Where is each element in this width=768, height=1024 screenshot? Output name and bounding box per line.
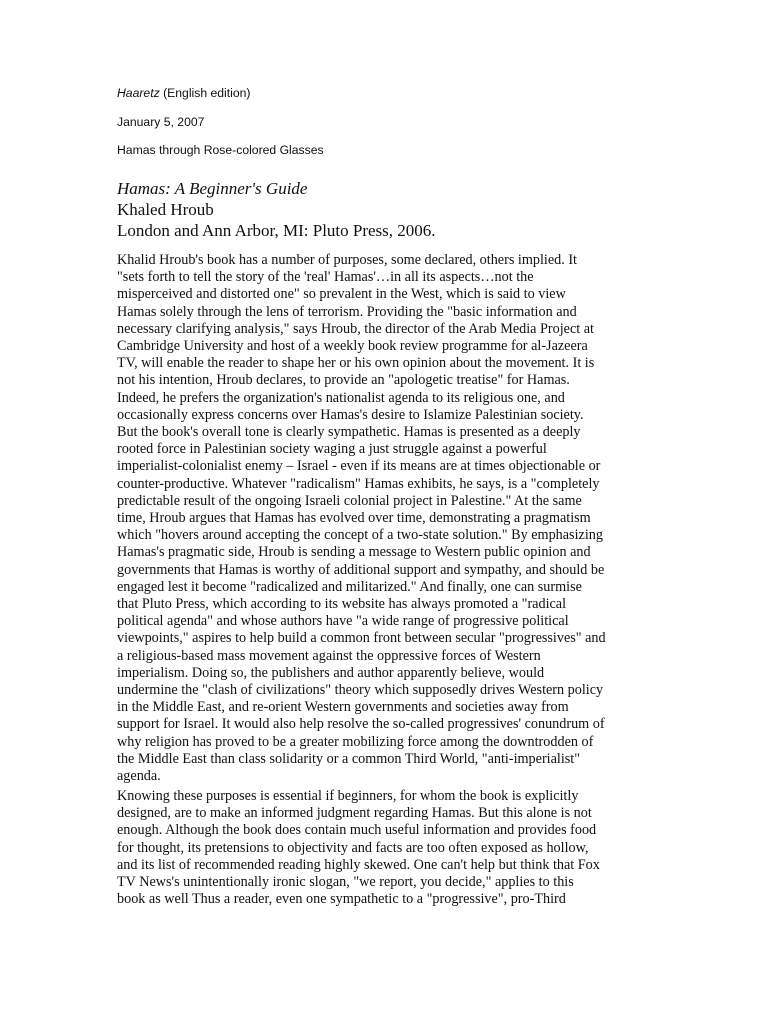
paragraph-line: enough. Although the book does contain much useful information and provides food bbox=[117, 822, 597, 839]
paragraph-line: time, Hroub argues that Hamas has evolved over time, demonstrating a pragmatism bbox=[117, 510, 591, 527]
paragraph-line: which "hovers around accepting the concept of a two-state solution." By emphasizing bbox=[117, 527, 603, 544]
book-author: Khaled Hroub bbox=[117, 200, 214, 219]
paragraph-line: designed, are to make an informed judgment regarding Hamas. But this alone is not bbox=[117, 805, 592, 822]
paragraph-line: occasionally express concerns over Hamas's desire to Islamize Palestinian society. bbox=[117, 406, 584, 423]
paragraph-line: not his intention, Hroub declares, to provide an "apologetic treatise" for Hamas. bbox=[117, 372, 570, 389]
paragraph-line: viewpoints," aspires to help build a common front between secular "progressives" and bbox=[117, 630, 606, 647]
paragraph-line: necessary clarifying analysis," says Hroub, the director of the Arab Media Project at bbox=[117, 320, 594, 337]
paragraph-line: counter-productive. Whatever "radicalism" Hamas exhibits, he says, is a "completely bbox=[117, 475, 600, 492]
paragraph-line: Knowing these purposes is essential if beginners, for whom the book is explicitly bbox=[117, 788, 579, 804]
paragraph-line: imperialism. Doing so, the publishers and author apparently believe, would bbox=[117, 664, 545, 681]
paragraph-line: TV News's unintentionally ironic slogan, "we report, you decide," applies to this bbox=[117, 874, 574, 891]
paragraph-line: "sets forth to tell the story of the 'real' Hamas'…in all its aspects…not the bbox=[117, 269, 534, 286]
paragraph-line: governments that Hamas is worthy of additional support and sympathy, and should be bbox=[117, 561, 605, 578]
edition-note: (English edition) bbox=[163, 86, 251, 100]
paragraph-line: Hamas solely through the lens of terrorism. Providing the "basic information and bbox=[117, 303, 577, 320]
paragraph-line: that Pluto Press, which according to its website has always promoted a "radical bbox=[117, 596, 567, 613]
paragraph-line: Khalid Hroub's book has a number of purposes, some declared, others implied. It bbox=[117, 252, 577, 268]
book-title: Hamas: A Beginner's Guide bbox=[117, 179, 308, 198]
paragraph-line: book as well Thus a reader, even one sympathetic to a "progressive", pro-Third bbox=[117, 891, 566, 908]
paragraph-1 bbox=[117, 252, 657, 785]
paragraph-line: TV, will enable the reader to shape her or his own opinion about the movement. It is bbox=[117, 355, 595, 372]
book-citation bbox=[117, 178, 436, 241]
source-line bbox=[117, 86, 250, 101]
paragraph-line: misperceived and distorted one" so prevalent in the West, which is said to view bbox=[117, 286, 566, 303]
paragraph-line: Hamas's pragmatic side, Hroub is sending a message to Western public opinion and bbox=[117, 544, 591, 561]
paragraph-line: agenda. bbox=[117, 768, 161, 785]
paragraph-line: for thought, its pretensions to objectivity and facts are too often exposed as hollow, bbox=[117, 839, 589, 856]
paragraph-line: undermine the "clash of civilizations" theory which supposedly drives Western policy bbox=[117, 682, 604, 699]
paragraph-line: support for Israel. It would also help resolve the so-called progressives' conundrum of bbox=[117, 716, 605, 733]
paragraph-line: Indeed, he prefers the organization's nationalist agenda to its religious one, and bbox=[117, 389, 565, 406]
paragraph-line: in the Middle East, and re-orient Western governments and societies away from bbox=[117, 699, 569, 716]
paragraph-line: the Middle East than class solidarity or a common Third World, "anti-imperialist" bbox=[117, 750, 581, 767]
paragraph-line: Cambridge University and host of a weekly book review programme for al-Jazeera bbox=[117, 338, 588, 355]
paragraph-line: engaged lest it become "radicalized and militarized." And finally, one can surmise bbox=[117, 578, 582, 595]
book-publisher: London and Ann Arbor, MI: Pluto Press, 2006. bbox=[117, 221, 436, 240]
paragraph-line: rooted force in Palestinian society waging a just struggle against a powerful bbox=[117, 441, 547, 458]
paragraph-line: predictable result of the ongoing Israeli colonial project in Palestine." At the same bbox=[117, 492, 582, 509]
paragraph-line: imperialist-colonialist enemy – Israel - even if its means are at times objectionable or bbox=[117, 458, 601, 475]
paragraph-line: But the book's overall tone is clearly sympathetic. Hamas is presented as a deeply bbox=[117, 424, 581, 441]
publication-name: Haaretz bbox=[117, 86, 160, 100]
paragraph-line: political agenda" and whose authors have "a wide range of progressive political bbox=[117, 613, 569, 630]
paragraph-line: a religious-based mass movement against the oppressive forces of Western bbox=[117, 647, 541, 664]
paragraph-line: and its list of recommended reading highly skewed. One can't help but think that Fox bbox=[117, 856, 600, 873]
paragraph-line: why religion has proved to be a greater mobilizing force among the downtrodden of bbox=[117, 733, 594, 750]
article-date: January 5, 2007 bbox=[117, 115, 205, 129]
article-headline: Hamas through Rose-colored Glasses bbox=[117, 143, 324, 157]
paragraph-2 bbox=[117, 788, 657, 908]
